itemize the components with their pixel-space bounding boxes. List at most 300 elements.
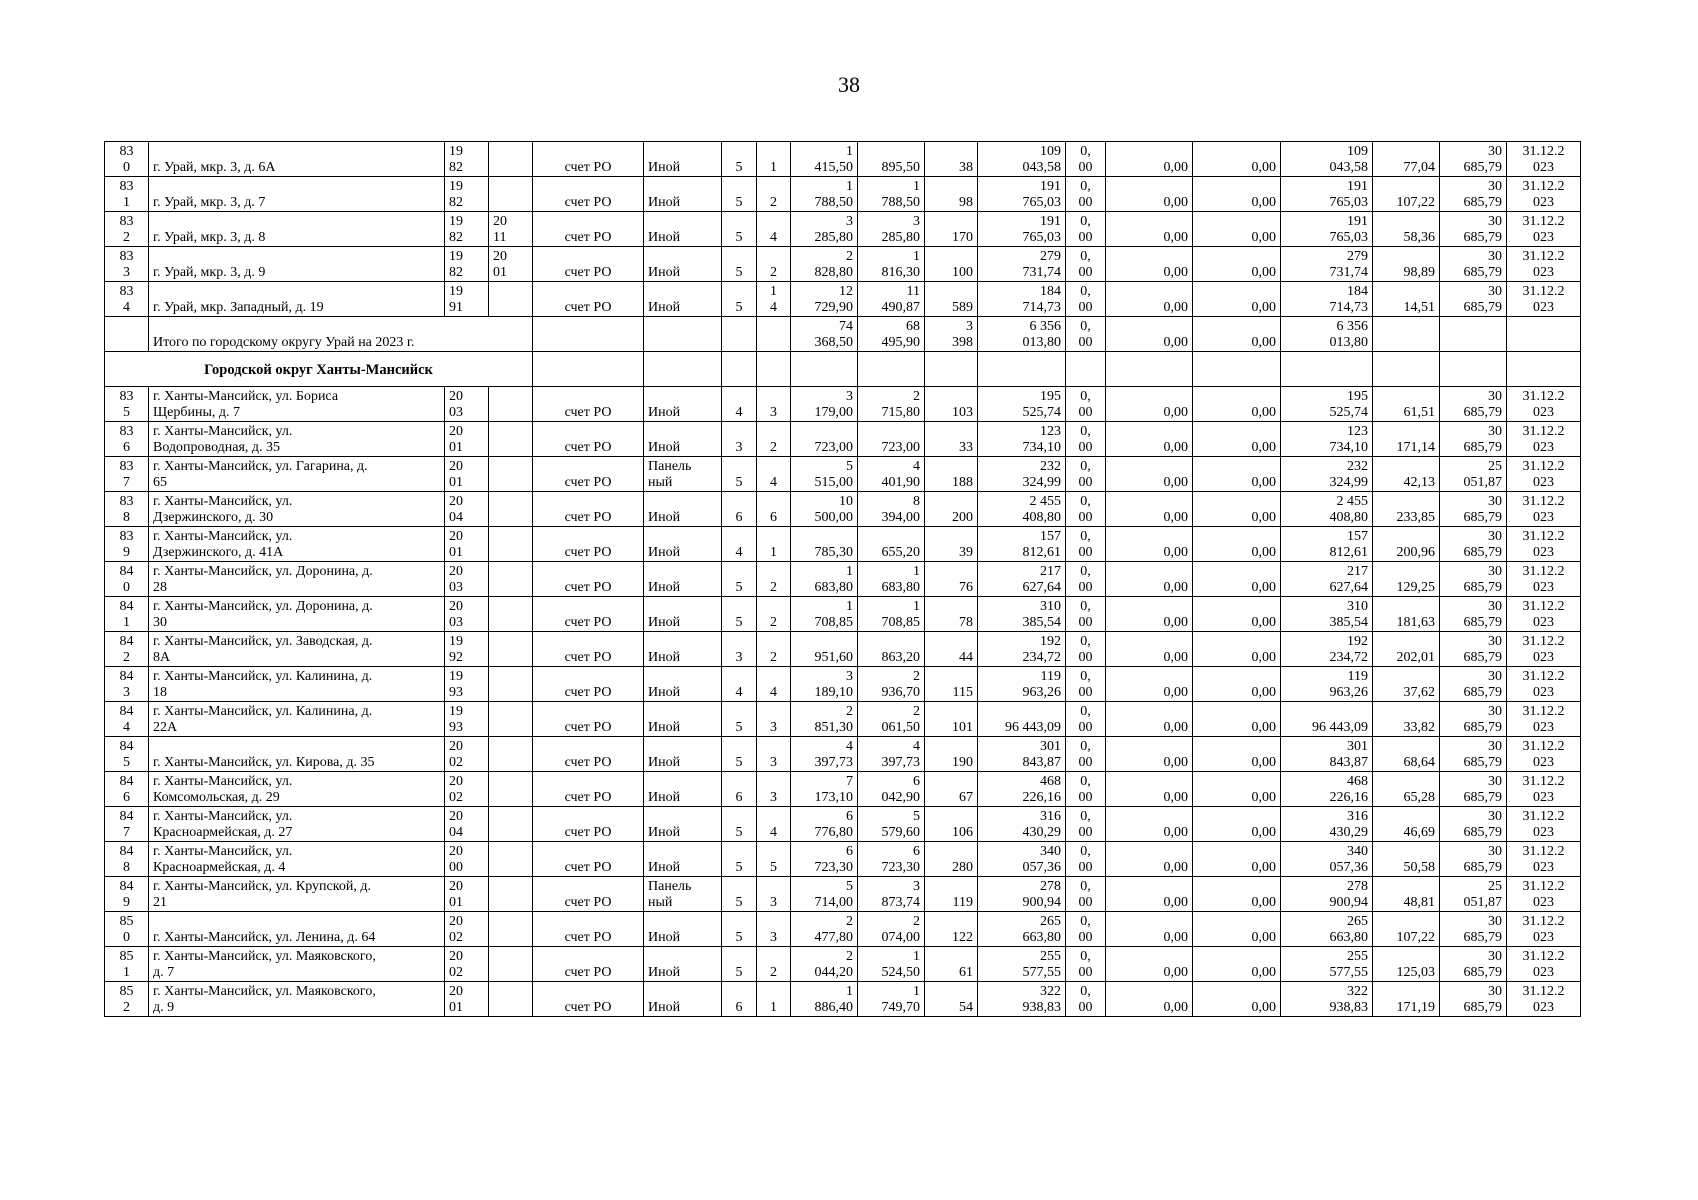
entrances-cell: 4 — [757, 212, 791, 247]
build-year-cell: 19 92 — [445, 632, 489, 667]
residents-cell: 200 — [925, 492, 978, 527]
wall-material-cell: Иной — [644, 247, 722, 282]
reconstruction-year-cell — [489, 842, 533, 877]
table-row — [105, 387, 1581, 422]
deadline-cell: 31.12.2 023 — [1507, 772, 1581, 807]
residents-cell: 170 — [925, 212, 978, 247]
unit-cost-cell: 58,36 — [1373, 212, 1440, 247]
fund-ro-cell: 195 525,74 — [1281, 387, 1373, 422]
deadline-cell: 31.12.2 023 — [1507, 387, 1581, 422]
table-row — [105, 142, 1581, 177]
residents-cell: 100 — [925, 247, 978, 282]
wall-material-cell: Иной — [644, 772, 722, 807]
unit-cost-cell: 98,89 — [1373, 247, 1440, 282]
max-cost-cell: 30 685,79 — [1440, 562, 1507, 597]
row-number-cell: 85 0 — [105, 912, 149, 947]
fund-c-cell: 0,00 — [1193, 212, 1281, 247]
funding-method-cell: счет РО — [533, 807, 644, 842]
entrances-cell: 4 — [757, 457, 791, 492]
row-number-cell: 83 1 — [105, 177, 149, 212]
fund-ro-cell: 310 385,54 — [1281, 597, 1373, 632]
reconstruction-year-cell — [489, 807, 533, 842]
residents-cell: 103 — [925, 387, 978, 422]
fund-b-cell: 0,00 — [1106, 282, 1193, 317]
total-fund-b: 0,00 — [1106, 317, 1193, 352]
capital-repair-register-table — [104, 141, 1581, 1017]
funding-method-cell: счет РО — [533, 772, 644, 807]
reconstruction-year-cell — [489, 912, 533, 947]
address-cell: г. Ханты-Мансийск, ул. Ленина, д. 64 — [149, 912, 445, 947]
area-living-cell: 2 936,70 — [858, 667, 925, 702]
fund-a-cell: 0, 00 — [1066, 597, 1106, 632]
fund-a-cell: 0, 00 — [1066, 772, 1106, 807]
table-row — [105, 842, 1581, 877]
unit-cost-cell: 77,04 — [1373, 142, 1440, 177]
total-cost-cell: 157 812,61 — [978, 527, 1066, 562]
floors-cell: 5 — [722, 597, 757, 632]
build-year-cell: 20 03 — [445, 387, 489, 422]
table-row — [105, 492, 1581, 527]
area-total-cell: 3 179,00 — [791, 387, 858, 422]
fund-ro-cell: 340 057,36 — [1281, 842, 1373, 877]
fund-a-cell: 0, 00 — [1066, 632, 1106, 667]
area-living-cell: 863,20 — [858, 632, 925, 667]
deadline-cell: 31.12.2 023 — [1507, 912, 1581, 947]
total-area-total: 74 368,50 — [791, 317, 858, 352]
address-cell: г. Ханты-Мансийск, ул. Доронина, д. 28 — [149, 562, 445, 597]
fund-b-cell: 0,00 — [1106, 807, 1193, 842]
residents-cell: 190 — [925, 737, 978, 772]
reconstruction-year-cell — [489, 142, 533, 177]
address-cell: г. Ханты-Мансийск, ул. Гагарина, д. 65 — [149, 457, 445, 492]
total-cost-cell: 310 385,54 — [978, 597, 1066, 632]
reconstruction-year-cell — [489, 422, 533, 457]
area-total-cell: 10 500,00 — [791, 492, 858, 527]
row-number-cell: 83 4 — [105, 282, 149, 317]
wall-material-cell: Иной — [644, 947, 722, 982]
area-total-cell: 2 851,30 — [791, 702, 858, 737]
total-cost-cell: 255 577,55 — [978, 947, 1066, 982]
wall-material-cell: Иной — [644, 667, 722, 702]
fund-c-cell: 0,00 — [1193, 597, 1281, 632]
unit-cost-cell: 50,58 — [1373, 842, 1440, 877]
address-cell: г. Урай, мкр. 3, д. 9 — [149, 247, 445, 282]
build-year-cell: 20 02 — [445, 737, 489, 772]
row-number-cell: 85 1 — [105, 947, 149, 982]
area-living-cell: 1 749,70 — [858, 982, 925, 1017]
wall-material-cell: Иной — [644, 702, 722, 737]
address-cell: г. Ханты-Мансийск, ул. Кирова, д. 35 — [149, 737, 445, 772]
table-row — [105, 947, 1581, 982]
floors-cell: 5 — [722, 212, 757, 247]
total-cost-cell: 232 324,99 — [978, 457, 1066, 492]
fund-c-cell: 0,00 — [1193, 527, 1281, 562]
fund-a-cell: 0, 00 — [1066, 212, 1106, 247]
build-year-cell: 20 01 — [445, 457, 489, 492]
deadline-cell: 31.12.2 023 — [1507, 212, 1581, 247]
row-number-cell: 84 6 — [105, 772, 149, 807]
wall-material-cell: Иной — [644, 422, 722, 457]
fund-a-cell: 0, 00 — [1066, 387, 1106, 422]
entrances-cell: 1 — [757, 142, 791, 177]
funding-method-cell: счет РО — [533, 142, 644, 177]
funding-method-cell: счет РО — [533, 247, 644, 282]
fund-a-cell: 0, 00 — [1066, 142, 1106, 177]
fund-ro-cell: 316 430,29 — [1281, 807, 1373, 842]
funding-method-cell: счет РО — [533, 212, 644, 247]
table-row — [105, 772, 1581, 807]
area-total-cell: 951,60 — [791, 632, 858, 667]
fund-ro-cell: 119 963,26 — [1281, 667, 1373, 702]
deadline-cell: 31.12.2 023 — [1507, 247, 1581, 282]
unit-cost-cell: 14,51 — [1373, 282, 1440, 317]
floors-cell: 4 — [722, 387, 757, 422]
unit-cost-cell: 200,96 — [1373, 527, 1440, 562]
unit-cost-cell: 68,64 — [1373, 737, 1440, 772]
max-cost-cell: 30 685,79 — [1440, 947, 1507, 982]
reconstruction-year-cell — [489, 667, 533, 702]
build-year-cell: 20 02 — [445, 772, 489, 807]
residents-cell: 76 — [925, 562, 978, 597]
max-cost-cell: 30 685,79 — [1440, 527, 1507, 562]
fund-ro-cell: 217 627,64 — [1281, 562, 1373, 597]
floors-cell: 5 — [722, 702, 757, 737]
area-total-cell: 5 714,00 — [791, 877, 858, 912]
address-cell: г. Ханты-Мансийск, ул. Красноармейская, д. 4 — [149, 842, 445, 877]
fund-b-cell: 0,00 — [1106, 142, 1193, 177]
fund-c-cell: 0,00 — [1193, 772, 1281, 807]
area-total-cell: 785,30 — [791, 527, 858, 562]
fund-c-cell: 0,00 — [1193, 912, 1281, 947]
wall-material-cell: Иной — [644, 212, 722, 247]
reconstruction-year-cell — [489, 632, 533, 667]
build-year-cell: 19 82 — [445, 212, 489, 247]
row-number-cell: 85 2 — [105, 982, 149, 1017]
table-row — [105, 982, 1581, 1017]
wall-material-cell: Иной — [644, 597, 722, 632]
address-cell: г. Ханты-Мансийск, ул. Калинина, д. 18 — [149, 667, 445, 702]
residents-cell: 589 — [925, 282, 978, 317]
row-number-cell: 84 5 — [105, 737, 149, 772]
fund-c-cell: 0,00 — [1193, 737, 1281, 772]
floors-cell: 5 — [722, 142, 757, 177]
unit-cost-cell: 181,63 — [1373, 597, 1440, 632]
total-cost-cell: 279 731,74 — [978, 247, 1066, 282]
address-cell: г. Ханты-Мансийск, ул. Дзержинского, д. 41А — [149, 527, 445, 562]
table-row — [105, 422, 1581, 457]
entrances-cell: 3 — [757, 912, 791, 947]
deadline-cell: 31.12.2 023 — [1507, 282, 1581, 317]
area-living-cell: 1 788,50 — [858, 177, 925, 212]
fund-a-cell: 0, 00 — [1066, 947, 1106, 982]
unit-cost-cell: 171,14 — [1373, 422, 1440, 457]
max-cost-cell: 30 685,79 — [1440, 387, 1507, 422]
total-cost-cell: 340 057,36 — [978, 842, 1066, 877]
wall-material-cell: Иной — [644, 982, 722, 1017]
area-living-cell: 6 723,30 — [858, 842, 925, 877]
deadline-cell: 31.12.2 023 — [1507, 422, 1581, 457]
wall-material-cell: Иной — [644, 912, 722, 947]
area-total-cell: 2 828,80 — [791, 247, 858, 282]
fund-c-cell: 0,00 — [1193, 457, 1281, 492]
row-number-cell: 83 8 — [105, 492, 149, 527]
area-living-cell: 3 873,74 — [858, 877, 925, 912]
total-cost: 6 356 013,80 — [978, 317, 1066, 352]
entrances-cell: 1 — [757, 982, 791, 1017]
fund-b-cell: 0,00 — [1106, 947, 1193, 982]
total-cost-cell: 191 765,03 — [978, 177, 1066, 212]
residents-cell: 106 — [925, 807, 978, 842]
area-total-cell: 1 415,50 — [791, 142, 858, 177]
entrances-cell: 6 — [757, 492, 791, 527]
area-living-cell: 11 490,87 — [858, 282, 925, 317]
deadline-cell: 31.12.2 023 — [1507, 737, 1581, 772]
fund-a-cell: 0, 00 — [1066, 422, 1106, 457]
entrances-cell: 1 4 — [757, 282, 791, 317]
funding-method-cell: счет РО — [533, 492, 644, 527]
residents-cell: 67 — [925, 772, 978, 807]
table-row — [105, 177, 1581, 212]
deadline-cell: 31.12.2 023 — [1507, 457, 1581, 492]
deadline-cell: 31.12.2 023 — [1507, 702, 1581, 737]
reconstruction-year-cell — [489, 877, 533, 912]
row-number-cell: 83 5 — [105, 387, 149, 422]
table-row — [105, 562, 1581, 597]
fund-ro-cell: 109 043,58 — [1281, 142, 1373, 177]
row-number-cell: 84 9 — [105, 877, 149, 912]
fund-a-cell: 0, 00 — [1066, 457, 1106, 492]
entrances-cell: 2 — [757, 422, 791, 457]
area-total-cell: 1 683,80 — [791, 562, 858, 597]
funding-method-cell: счет РО — [533, 387, 644, 422]
max-cost-cell: 30 685,79 — [1440, 247, 1507, 282]
reconstruction-year-cell — [489, 772, 533, 807]
funding-method-cell: счет РО — [533, 457, 644, 492]
area-total-cell: 3 189,10 — [791, 667, 858, 702]
residents-cell: 33 — [925, 422, 978, 457]
funding-method-cell: счет РО — [533, 667, 644, 702]
max-cost-cell: 30 685,79 — [1440, 422, 1507, 457]
build-year-cell: 19 93 — [445, 667, 489, 702]
area-total-cell: 2 477,80 — [791, 912, 858, 947]
fund-ro-cell: 232 324,99 — [1281, 457, 1373, 492]
reconstruction-year-cell — [489, 492, 533, 527]
wall-material-cell: Иной — [644, 177, 722, 212]
floors-cell: 5 — [722, 282, 757, 317]
unit-cost-cell: 202,01 — [1373, 632, 1440, 667]
address-cell: г. Ханты-Мансийск, ул. Водопроводная, д. 35 — [149, 422, 445, 457]
deadline-cell: 31.12.2 023 — [1507, 807, 1581, 842]
entrances-cell: 3 — [757, 702, 791, 737]
table-row — [105, 597, 1581, 632]
fund-a-cell: 0, 00 — [1066, 912, 1106, 947]
build-year-cell: 20 04 — [445, 807, 489, 842]
max-cost-cell: 30 685,79 — [1440, 772, 1507, 807]
area-total-cell: 1 788,50 — [791, 177, 858, 212]
fund-c-cell: 0,00 — [1193, 387, 1281, 422]
table-row — [105, 527, 1581, 562]
area-total-cell: 7 173,10 — [791, 772, 858, 807]
wall-material-cell: Иной — [644, 387, 722, 422]
area-total-cell: 3 285,80 — [791, 212, 858, 247]
district-header-row — [105, 352, 1581, 387]
fund-ro-cell: 184 714,73 — [1281, 282, 1373, 317]
funding-method-cell: счет РО — [533, 947, 644, 982]
max-cost-cell: 30 685,79 — [1440, 667, 1507, 702]
wall-material-cell: Иной — [644, 562, 722, 597]
area-living-cell: 2 061,50 — [858, 702, 925, 737]
fund-c-cell: 0,00 — [1193, 632, 1281, 667]
entrances-cell: 3 — [757, 387, 791, 422]
area-living-cell: 1 708,85 — [858, 597, 925, 632]
total-label: Итого по городскому округу Урай на 2023 г. — [149, 317, 533, 352]
fund-a-cell: 0, 00 — [1066, 282, 1106, 317]
total-residents: 3 398 — [925, 317, 978, 352]
deadline-cell: 31.12.2 023 — [1507, 982, 1581, 1017]
unit-cost-cell: 33,82 — [1373, 702, 1440, 737]
floors-cell: 5 — [722, 842, 757, 877]
area-living-cell: 895,50 — [858, 142, 925, 177]
funding-method-cell: счет РО — [533, 527, 644, 562]
deadline-cell: 31.12.2 023 — [1507, 667, 1581, 702]
fund-c-cell: 0,00 — [1193, 807, 1281, 842]
floors-cell: 6 — [722, 982, 757, 1017]
address-cell: г. Ханты-Мансийск, ул. Бориса Щербины, д. 7 — [149, 387, 445, 422]
deadline-cell: 31.12.2 023 — [1507, 492, 1581, 527]
total-cost-cell: 217 627,64 — [978, 562, 1066, 597]
residents-cell: 188 — [925, 457, 978, 492]
entrances-cell: 4 — [757, 667, 791, 702]
build-year-cell: 19 82 — [445, 177, 489, 212]
max-cost-cell: 30 685,79 — [1440, 212, 1507, 247]
total-cost-cell: 265 663,80 — [978, 912, 1066, 947]
total-cost-cell: 322 938,83 — [978, 982, 1066, 1017]
address-cell: г. Урай, мкр. 3, д. 6А — [149, 142, 445, 177]
total-cost-cell: 184 714,73 — [978, 282, 1066, 317]
row-number-cell: 84 8 — [105, 842, 149, 877]
residents-cell: 61 — [925, 947, 978, 982]
area-total-cell: 1 708,85 — [791, 597, 858, 632]
funding-method-cell: счет РО — [533, 597, 644, 632]
table-row — [105, 737, 1581, 772]
max-cost-cell: 30 685,79 — [1440, 807, 1507, 842]
fund-a-cell: 0, 00 — [1066, 702, 1106, 737]
table-row — [105, 282, 1581, 317]
wall-material-cell: Иной — [644, 737, 722, 772]
table-row — [105, 912, 1581, 947]
deadline-cell: 31.12.2 023 — [1507, 142, 1581, 177]
build-year-cell: 20 03 — [445, 562, 489, 597]
residents-cell: 280 — [925, 842, 978, 877]
unit-cost-cell: 107,22 — [1373, 177, 1440, 212]
wall-material-cell: Иной — [644, 492, 722, 527]
table-row — [105, 632, 1581, 667]
entrances-cell: 2 — [757, 632, 791, 667]
area-living-cell: 723,00 — [858, 422, 925, 457]
area-living-cell: 2 074,00 — [858, 912, 925, 947]
floors-cell: 6 — [722, 772, 757, 807]
floors-cell: 6 — [722, 492, 757, 527]
fund-a-cell: 0, 00 — [1066, 982, 1106, 1017]
table-row — [105, 702, 1581, 737]
row-number-cell: 83 6 — [105, 422, 149, 457]
floors-cell: 4 — [722, 667, 757, 702]
area-total-cell: 1 886,40 — [791, 982, 858, 1017]
build-year-cell: 20 04 — [445, 492, 489, 527]
floors-cell: 3 — [722, 632, 757, 667]
fund-ro-cell: 96 443,09 — [1281, 702, 1373, 737]
unit-cost-cell: 129,25 — [1373, 562, 1440, 597]
deadline-cell: 31.12.2 023 — [1507, 842, 1581, 877]
row-number-cell: 83 0 — [105, 142, 149, 177]
max-cost-cell: 25 051,87 — [1440, 457, 1507, 492]
row-number-cell: 84 1 — [105, 597, 149, 632]
floors-cell: 3 — [722, 422, 757, 457]
fund-c-cell: 0,00 — [1193, 422, 1281, 457]
entrances-cell: 3 — [757, 877, 791, 912]
fund-c-cell: 0,00 — [1193, 142, 1281, 177]
fund-a-cell: 0, 00 — [1066, 492, 1106, 527]
funding-method-cell: счет РО — [533, 562, 644, 597]
row-number-cell: 83 7 — [105, 457, 149, 492]
deadline-cell: 31.12.2 023 — [1507, 877, 1581, 912]
fund-b-cell: 0,00 — [1106, 877, 1193, 912]
area-living-cell: 3 285,80 — [858, 212, 925, 247]
fund-ro-cell: 192 234,72 — [1281, 632, 1373, 667]
row-number-cell: 84 2 — [105, 632, 149, 667]
fund-b-cell: 0,00 — [1106, 492, 1193, 527]
unit-cost-cell: 37,62 — [1373, 667, 1440, 702]
funding-method-cell: счет РО — [533, 177, 644, 212]
deadline-cell: 31.12.2 023 — [1507, 527, 1581, 562]
entrances-cell: 4 — [757, 807, 791, 842]
wall-material-cell: Панель ный — [644, 457, 722, 492]
area-total-cell: 4 397,73 — [791, 737, 858, 772]
build-year-cell: 19 82 — [445, 142, 489, 177]
max-cost-cell: 30 685,79 — [1440, 142, 1507, 177]
deadline-cell: 31.12.2 023 — [1507, 632, 1581, 667]
entrances-cell: 2 — [757, 177, 791, 212]
area-living-cell: 4 401,90 — [858, 457, 925, 492]
fund-ro-cell: 157 812,61 — [1281, 527, 1373, 562]
residents-cell: 44 — [925, 632, 978, 667]
build-year-cell: 20 00 — [445, 842, 489, 877]
reconstruction-year-cell — [489, 527, 533, 562]
table-row — [105, 877, 1581, 912]
address-cell: г. Ханты-Мансийск, ул. Крупской, д. 21 — [149, 877, 445, 912]
build-year-cell: 20 01 — [445, 422, 489, 457]
fund-c-cell: 0,00 — [1193, 982, 1281, 1017]
address-cell: г. Ханты-Мансийск, ул. Маяковского, д. 7 — [149, 947, 445, 982]
build-year-cell: 19 91 — [445, 282, 489, 317]
floors-cell: 5 — [722, 737, 757, 772]
fund-a-cell: 0, 00 — [1066, 667, 1106, 702]
table-row — [105, 212, 1581, 247]
max-cost-cell: 30 685,79 — [1440, 492, 1507, 527]
unit-cost-cell: 65,28 — [1373, 772, 1440, 807]
floors-cell: 5 — [722, 807, 757, 842]
fund-c-cell: 0,00 — [1193, 247, 1281, 282]
fund-a-cell: 0, 00 — [1066, 877, 1106, 912]
total-cost-cell: 2 455 408,80 — [978, 492, 1066, 527]
reconstruction-year-cell — [489, 947, 533, 982]
fund-b-cell: 0,00 — [1106, 212, 1193, 247]
funding-method-cell: счет РО — [533, 632, 644, 667]
address-cell: г. Ханты-Мансийск, ул. Калинина, д. 22А — [149, 702, 445, 737]
total-cost-cell: 316 430,29 — [978, 807, 1066, 842]
fund-ro-cell: 279 731,74 — [1281, 247, 1373, 282]
reconstruction-year-cell — [489, 387, 533, 422]
